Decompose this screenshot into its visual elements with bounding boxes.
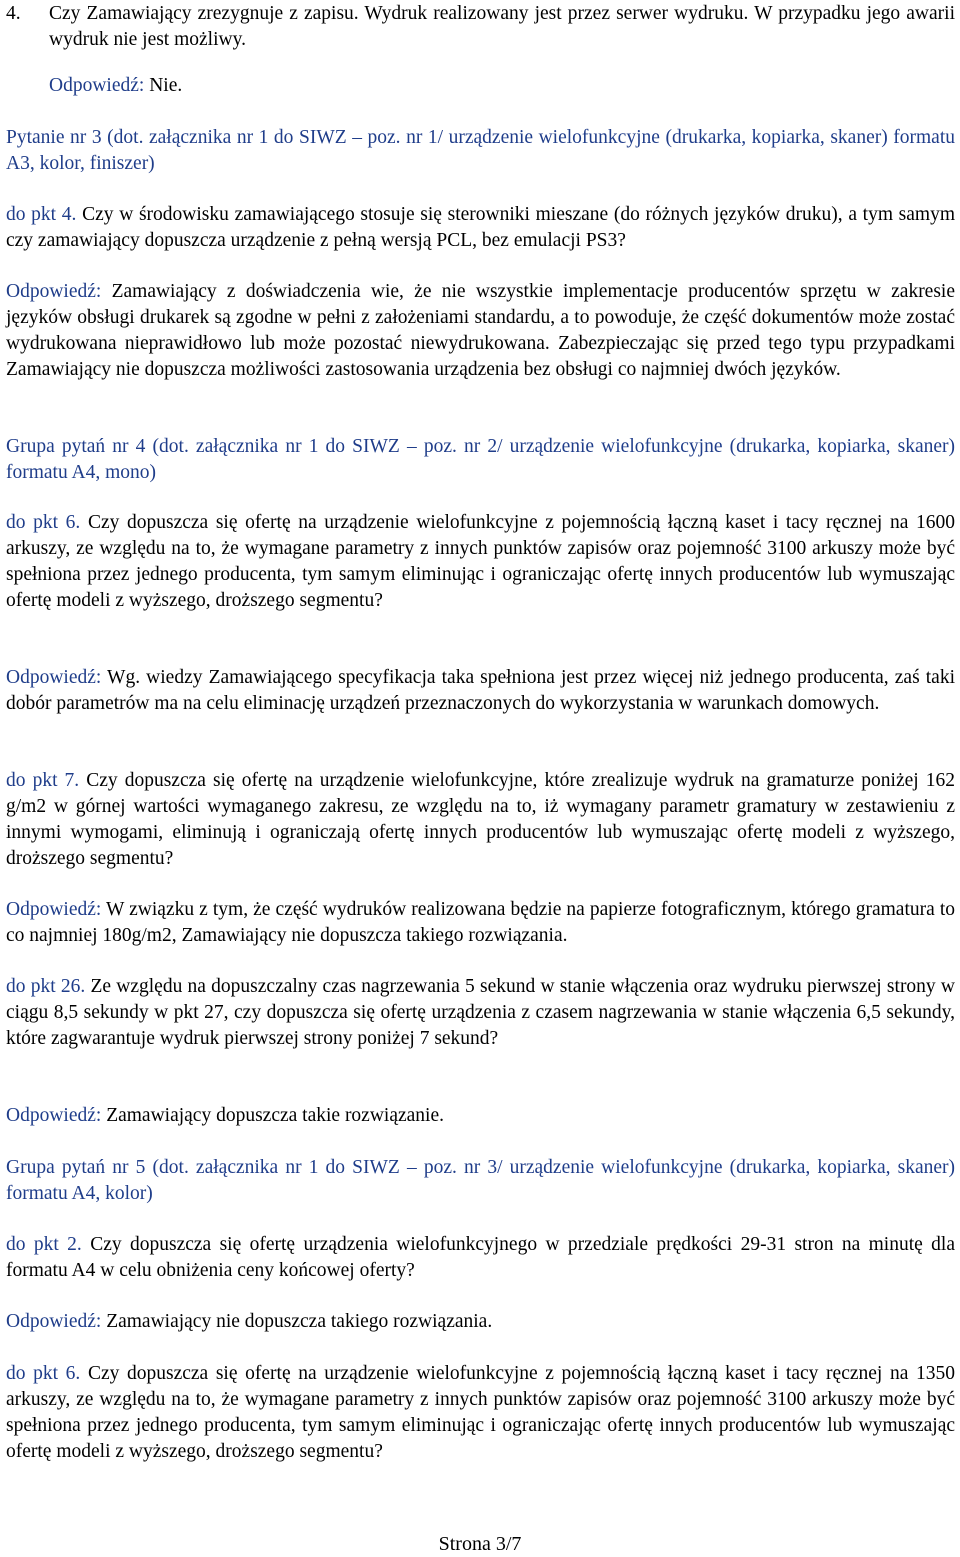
pkt-label: do pkt 6. bbox=[6, 512, 81, 533]
answer-text: Zamawiający nie dopuszcza takiego rozwiązania. bbox=[101, 1311, 493, 1332]
group-4-heading: Grupa pytań nr 4 (dot. załącznika nr 1 do SIWZ – poz. nr 2/ urządzenie wielofunkcyjne (drukarka, kopiarka, skaner) formatu A4, mono) bbox=[6, 436, 955, 483]
g5-pkt6-question bbox=[6, 1361, 955, 1465]
page-footer: Strona 3/7 bbox=[438, 1533, 522, 1555]
pkt-label: do pkt 7. bbox=[6, 770, 80, 791]
pkt-label: do pkt 2. bbox=[6, 1234, 82, 1255]
q3-pkt4-answer bbox=[6, 279, 955, 383]
answer-label: Odpowiedź: bbox=[6, 1311, 102, 1332]
answer-text: Zamawiający dopuszcza takie rozwiązanie. bbox=[101, 1105, 445, 1126]
answer-item-4 bbox=[49, 73, 955, 99]
pkt-label: do pkt 26. bbox=[6, 976, 86, 997]
pkt-text: Czy dopuszcza się ofertę urządzenia wielofunkcyjnego w przedziale prędkości 29-31 stron na minutę dla formatu A4 w celu obniżenia ceny końcowej oferty? bbox=[6, 1234, 955, 1281]
question-3-heading: Pytanie nr 3 (dot. załącznika nr 1 do SIWZ – poz. nr 1/ urządzenie wielofunkcyjne (drukarka, kopiarka, skaner) formatu A3, kolor, finiszer) bbox=[6, 127, 955, 174]
g4-pkt7-question bbox=[6, 768, 955, 872]
answer-label: Odpowiedź: bbox=[49, 75, 145, 96]
g4-pkt7-answer bbox=[6, 897, 955, 949]
g5-pkt2-question bbox=[6, 1232, 955, 1284]
pkt-text: Ze względu na dopuszczalny czas nagrzewania 5 sekund w stanie włączenia oraz wydruku pierwszej strony w ciągu 8,5 sekundy w pkt 27, czy dopuszcza się ofertę urządzenia z czasem nagrzewania w stanie włączenia 6,5 sekundy, które zagwarantuje wydruk pierwszej strony poniżej 7 sekund? bbox=[6, 976, 955, 1049]
g5-pkt2-answer bbox=[6, 1309, 955, 1335]
answer-label: Odpowiedź: bbox=[6, 667, 102, 688]
pkt-label: do pkt 6. bbox=[6, 1363, 81, 1384]
answer-label: Odpowiedź: bbox=[6, 1105, 102, 1126]
answer-text: W związku z tym, że część wydruków realizowana będzie na papierze fotograficznym, którego gramatura to co najmniej 180g/m2, Zamawiający nie dopuszcza takiego rozwiązania. bbox=[6, 899, 955, 946]
answer-text: Wg. wiedzy Zamawiającego specyfikacja taka spełniona jest przez więcej niż jednego producenta, zaś taki dobór parametrów ma na celu eliminację urządzeń przeznaczonych do wykorzystania w warunkach domowych. bbox=[6, 667, 955, 714]
answer-label: Odpowiedź: bbox=[6, 281, 102, 302]
answer-text: Zamawiający z doświadczenia wie, że nie wszystkie implementacje producentów sprzętu w zakresie języków obsługi drukarek są zgodne w pełni z założeniami standardu, a to powoduje, że część dokumentów może zostać wydrukowana nieprawidłowo lub może pozostać niewydrukowana. Zabezpieczając się przed tego typu przypadkami Zamawiający nie dopuszcza możliwości zastosowania urządzenia bez obsługi co najmniej dwóch języków. bbox=[6, 281, 955, 380]
pkt-text: Czy dopuszcza się ofertę na urządzenie wielofunkcyjne z pojemnością łączną kaset i tacy ręcznej na 1600 arkuszy, ze względu na to, że wymagane parametry z innych punktów zapisów oraz pojemność 3100 arkuszy może być spełniona przez jednego producenta, tym samym eliminując i ograniczając ofertę innych producentów lub wymuszając ofertę modeli z wyższego, droższego segmentu? bbox=[6, 512, 955, 611]
g4-pkt26-question bbox=[6, 974, 955, 1052]
answer-label: Odpowiedź: bbox=[6, 899, 102, 920]
pkt-text: Czy w środowisku zamawiającego stosuje się sterowniki mieszane (do różnych języków druku), a tym samym czy zamawiający dopuszcza urządzenie z pełną wersją PCL, bez emulacji PS3? bbox=[6, 204, 955, 251]
q3-pkt4-question bbox=[6, 202, 955, 254]
answer-text: Nie. bbox=[144, 75, 183, 96]
item-text: Czy Zamawiający zrezygnuje z zapisu. Wydruk realizowany jest przez serwer wydruku. W przypadku jego awarii wydruk nie jest możliwy. bbox=[49, 3, 955, 50]
item-number: 4. bbox=[6, 3, 21, 24]
g4-pkt26-answer bbox=[6, 1103, 955, 1129]
g4-pkt6-answer bbox=[6, 665, 955, 717]
g4-pkt6-question bbox=[6, 510, 955, 614]
group-5-heading: Grupa pytań nr 5 (dot. załącznika nr 1 do SIWZ – poz. nr 3/ urządzenie wielofunkcyjne (drukarka, kopiarka, skaner) formatu A4, kolor) bbox=[6, 1157, 955, 1204]
pkt-text: Czy dopuszcza się ofertę na urządzenie wielofunkcyjne, które zrealizuje wydruk na gramaturze poniżej 162 g/m2 w górnej wartości wymaganego zakresu, ze względu na to, iż wymagany parametr gramatury w zestawieniu z innymi wymogami, eliminują i ograniczają ofertę innych producentów lub wymuszając ofertę modeli z wyższego, droższego segmentu? bbox=[6, 770, 955, 869]
pkt-text: Czy dopuszcza się ofertę na urządzenie wielofunkcyjne z pojemnością łączną kaset i tacy ręcznej na 1350 arkuszy, ze względu na to, że wymagane parametry z innych punktów zapisów oraz pojemność 3100 arkuszy może być spełniona przez jednego producenta, tym samym eliminując i ograniczając ofertę innych producentów lub wymuszając ofertę modeli z wyższego, droższego segmentu? bbox=[6, 1363, 955, 1462]
pkt-label: do pkt 4. bbox=[6, 204, 77, 225]
